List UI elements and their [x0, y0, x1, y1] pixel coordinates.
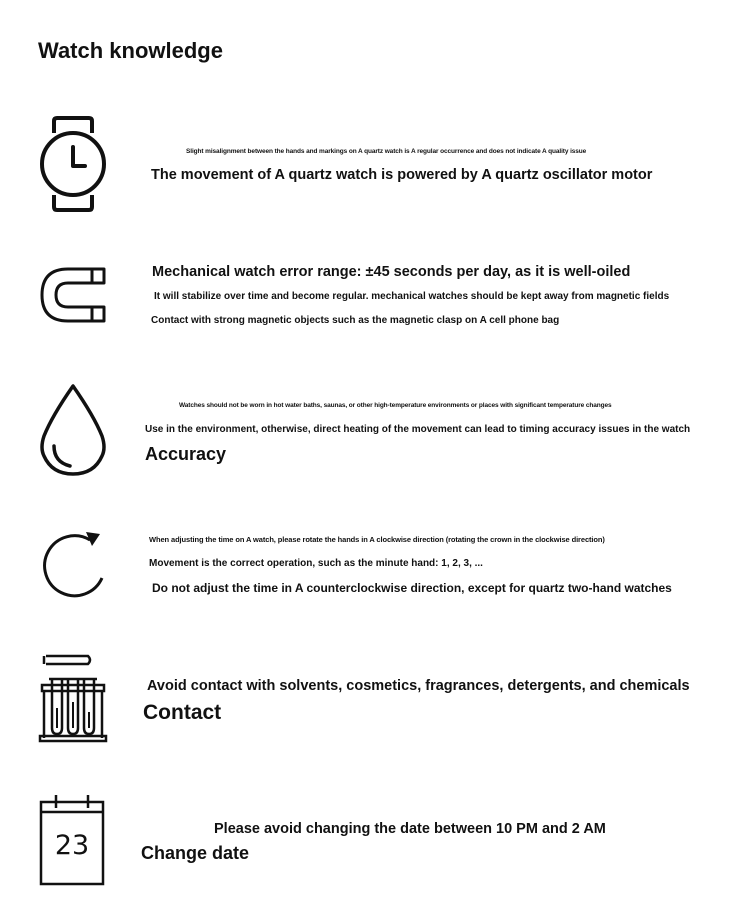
magnet-icon — [38, 265, 108, 325]
contact-heading: Contact — [143, 701, 222, 724]
timing-accuracy-text: Use in the environment, otherwise, direct heating of the movement can lead to timing accuracy issues in the watch — [145, 424, 691, 435]
clockwise-adjust-note: When adjusting the time on A watch, please rotate the hands in A clockwise direction (rotating the crown in the clockwise direction) — [149, 535, 605, 544]
temperature-warning-note: Watches should not be worn in hot water baths, saunas, or other high-temperature environments or places with significant temperature changes — [179, 402, 612, 409]
clockwise-arrow-icon — [38, 528, 108, 600]
magnetic-field-warning: It will stabilize over time and become regular. mechanical watches should be kept away from magnetic fields — [154, 291, 670, 302]
date-change-warning: Please avoid changing the date between 10 PM and 2 AM — [214, 821, 606, 837]
water-drop-icon — [38, 382, 108, 477]
calendar-day-number: 23 — [54, 830, 90, 861]
test-tubes-icon — [38, 652, 108, 744]
quartz-movement-text: The movement of A quartz watch is powered by A quartz oscillator motor — [151, 167, 653, 183]
change-date-heading: Change date — [141, 843, 250, 863]
chemical-contact-warning: Avoid contact with solvents, cosmetics, fragrances, detergents, and chemicals — [147, 678, 690, 694]
counterclockwise-warning: Do not adjust the time in A counterclockwise direction, except for quartz two-hand watches — [152, 581, 672, 595]
minute-hand-operation-text: Movement is the correct operation, such as the minute hand: 1, 2, 3, ... — [149, 558, 483, 569]
magnetic-contact-note: Contact with strong magnetic objects such as the magnetic clasp on A cell phone bag — [151, 315, 560, 326]
accuracy-heading: Accuracy — [145, 444, 227, 464]
mechanical-error-range-text: Mechanical watch error range: ±45 seconds per day, as it is well-oiled — [152, 264, 631, 280]
page-title: Watch knowledge — [38, 38, 223, 63]
wristwatch-icon — [38, 115, 108, 213]
calendar-icon — [38, 792, 106, 886]
quartz-misalignment-note: Slight misalignment between the hands and markings on A quartz watch is A regular occurrence and does not indicate A quality issue — [186, 148, 587, 155]
